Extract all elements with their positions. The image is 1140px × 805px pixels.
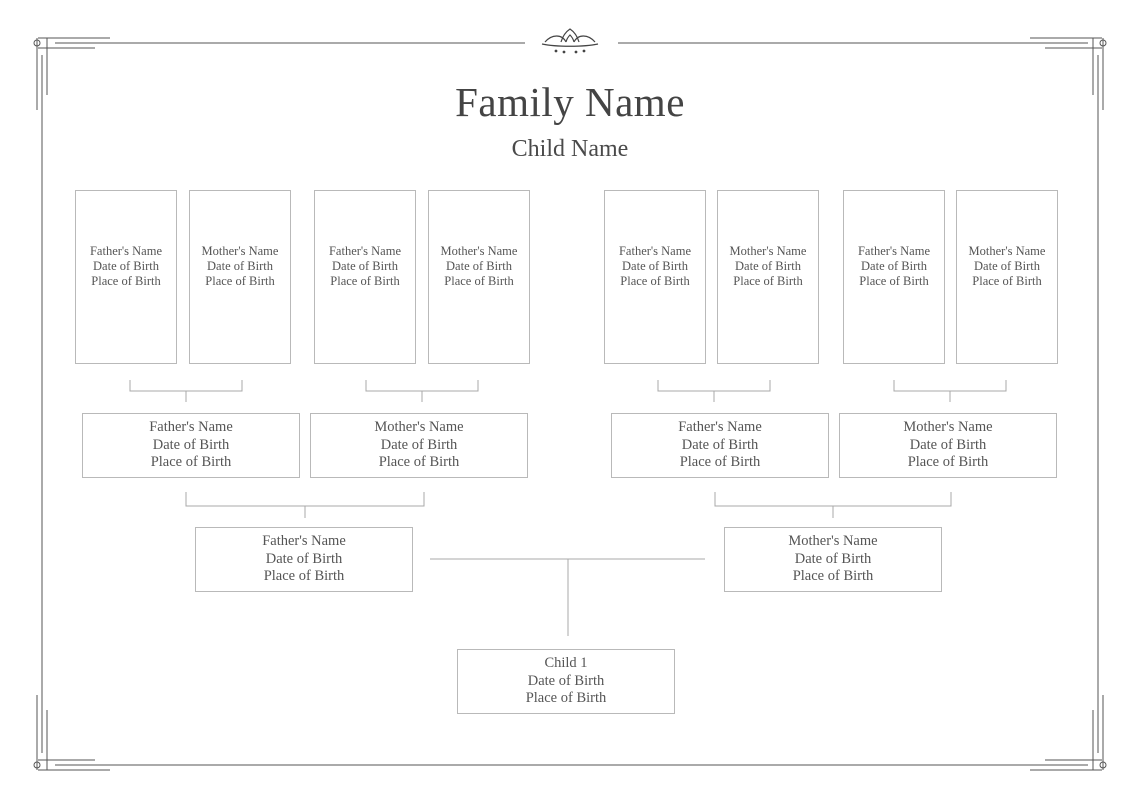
- great-grandparent-card[interactable]: [189, 190, 291, 364]
- person-name: Father's Name: [149, 419, 233, 436]
- person-pob: Place of Birth: [378, 454, 460, 471]
- person-dob: Date of Birth: [332, 258, 398, 273]
- person-dob: Date of Birth: [909, 436, 987, 453]
- person-name: Father's Name: [262, 533, 346, 550]
- person-pob: Place of Birth: [733, 273, 803, 288]
- person-name: Father's Name: [618, 243, 692, 258]
- mother-card[interactable]: [724, 527, 942, 592]
- person-pob: Place of Birth: [792, 568, 874, 585]
- family-name-title: Family Name: [455, 79, 685, 125]
- great-grandparent-card[interactable]: [428, 190, 530, 364]
- person-name: Mother's Name: [903, 419, 993, 436]
- person-dob: Date of Birth: [735, 258, 801, 273]
- person-pob: Place of Birth: [907, 454, 989, 471]
- person-dob: Date of Birth: [380, 436, 458, 453]
- person-pob: Place of Birth: [444, 273, 514, 288]
- great-grandparent-card[interactable]: [717, 190, 819, 364]
- grandparent-card[interactable]: [310, 413, 528, 478]
- person-dob: Date of Birth: [527, 672, 605, 689]
- person-name: Child 1: [544, 655, 588, 672]
- great-grandparent-card[interactable]: [956, 190, 1058, 364]
- person-name: Mother's Name: [968, 243, 1046, 258]
- great-grandparent-card[interactable]: [314, 190, 416, 364]
- person-dob: Date of Birth: [794, 550, 872, 567]
- person-pob: Place of Birth: [205, 273, 275, 288]
- person-name: Mother's Name: [201, 243, 279, 258]
- person-name: Father's Name: [857, 243, 931, 258]
- person-name: Father's Name: [328, 243, 402, 258]
- person-pob: Place of Birth: [679, 454, 761, 471]
- great-grandparent-card[interactable]: [604, 190, 706, 364]
- person-name: Father's Name: [678, 419, 762, 436]
- person-pob: Place of Birth: [263, 568, 345, 585]
- person-name: Father's Name: [89, 243, 163, 258]
- grandparent-card[interactable]: [611, 413, 829, 478]
- person-dob: Date of Birth: [681, 436, 759, 453]
- person-dob: Date of Birth: [207, 258, 273, 273]
- child-card[interactable]: [457, 649, 675, 714]
- person-name: Mother's Name: [788, 533, 878, 550]
- person-pob: Place of Birth: [620, 273, 690, 288]
- person-pob: Place of Birth: [525, 690, 607, 707]
- person-dob: Date of Birth: [152, 436, 230, 453]
- father-card[interactable]: [195, 527, 413, 592]
- grandparent-card[interactable]: [82, 413, 300, 478]
- great-grandparent-card[interactable]: [843, 190, 945, 364]
- person-dob: Date of Birth: [861, 258, 927, 273]
- person-pob: Place of Birth: [972, 273, 1042, 288]
- child-name-subtitle: Child Name: [511, 136, 629, 162]
- person-dob: Date of Birth: [446, 258, 512, 273]
- person-name: Mother's Name: [729, 243, 807, 258]
- person-dob: Date of Birth: [265, 550, 343, 567]
- person-pob: Place of Birth: [150, 454, 232, 471]
- great-grandparent-card[interactable]: [75, 190, 177, 364]
- person-pob: Place of Birth: [91, 273, 161, 288]
- person-name: Mother's Name: [374, 419, 464, 436]
- person-pob: Place of Birth: [859, 273, 929, 288]
- grandparent-card[interactable]: [839, 413, 1057, 478]
- person-dob: Date of Birth: [93, 258, 159, 273]
- person-dob: Date of Birth: [974, 258, 1040, 273]
- person-name: Mother's Name: [440, 243, 518, 258]
- person-pob: Place of Birth: [330, 273, 400, 288]
- person-dob: Date of Birth: [622, 258, 688, 273]
